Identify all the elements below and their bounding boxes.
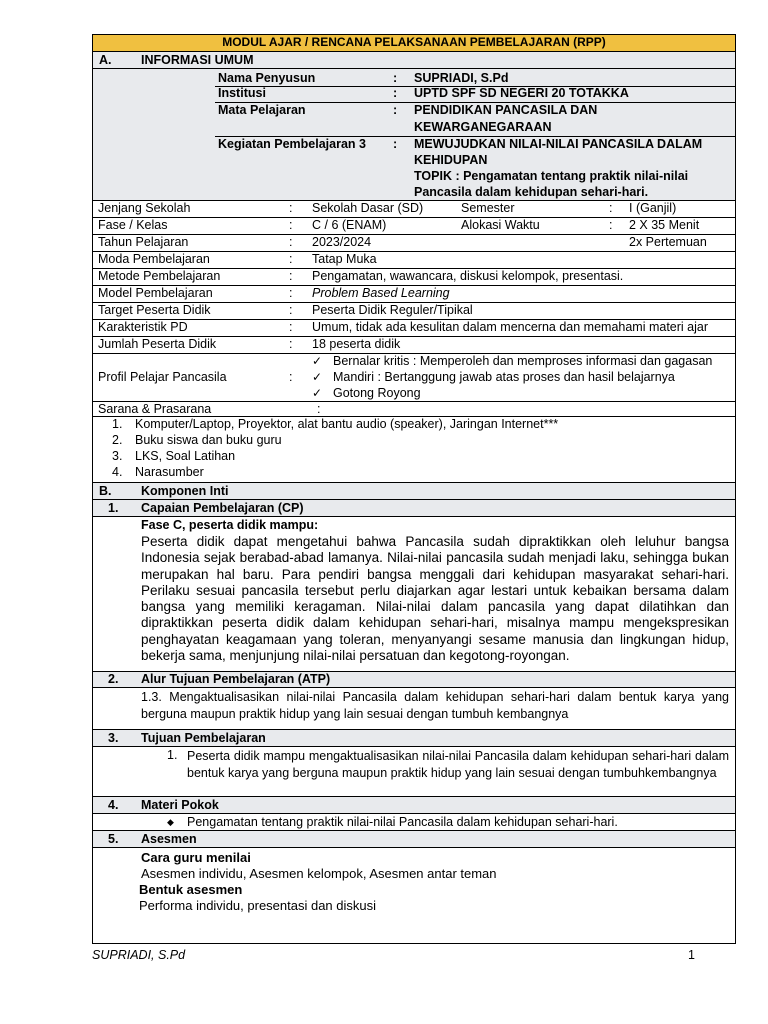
materi-header [93, 796, 735, 813]
topik-line-1: TOPIK : Pengamatan tentang praktik nilai-nilai [414, 169, 689, 183]
colon: : [393, 137, 398, 151]
page-number: 1 [688, 948, 695, 962]
colon: : [393, 71, 398, 85]
metode-value: Pengamatan, wawancara, diskusi kelompok, presentasi. [312, 269, 624, 283]
tujuan-number: 3. [108, 731, 119, 745]
section-a-letter: A. [99, 53, 112, 67]
materi-title: Materi Pokok [141, 798, 219, 812]
topik-line-2: Pancasila dalam kehidupan sehari-hari. [414, 185, 649, 199]
rpp-document [92, 34, 736, 944]
tujuan-title: Tujuan Pembelajaran [141, 731, 266, 745]
tahun-value: 2023/2024 [312, 235, 372, 249]
fase-label: Fase / Kelas [98, 218, 168, 232]
penyusun-value: SUPRIADI, S.Pd [414, 71, 509, 85]
atp-body [93, 687, 735, 729]
fase-value: C / 6 (ENAM) [312, 218, 387, 232]
divider [215, 102, 735, 103]
tujuan-body [93, 746, 735, 796]
metode-label: Metode Pembelajaran [98, 269, 221, 283]
cp-fase: Fase C, peserta didik mampu: [141, 518, 319, 532]
jenjang-label: Jenjang Sekolah [98, 201, 191, 215]
detail-row-metode [93, 268, 735, 285]
pertemuan-value: 2x Pertemuan [629, 235, 707, 249]
detail-row-jumlah [93, 336, 735, 353]
karakteristik-value: Umum, tidak ada kesulitan dalam mencerna dan memahami materi ajar [312, 320, 709, 334]
check-icon: ✓ [312, 386, 323, 400]
colon: : [289, 303, 293, 317]
detail-row-target [93, 302, 735, 319]
detail-row-karakteristik [93, 319, 735, 336]
atp-number: 2. [108, 672, 119, 686]
jenjang-value: Sekolah Dasar (SD) [312, 201, 424, 215]
kegiatan-value-1: MEWUJUDKAN NILAI-NILAI PANCASILA DALAM [414, 137, 703, 151]
semester-value: I (Ganjil) [629, 201, 677, 215]
divider [215, 136, 735, 137]
info-block [93, 68, 735, 200]
detail-row-moda [93, 251, 735, 268]
tujuan-text: Peserta didik mampu mengaktualisasikan nilai-nilai Pancasila dalam kehidupan sehari-hari dalam bentuk karya yang berguna maupun praktik hidup yang lain sesuai dengan tumbuhkembangnya [187, 749, 729, 780]
detail-row-profil [93, 353, 735, 401]
section-a-title: INFORMASI UMUM [141, 53, 254, 67]
cp-number: 1. [108, 501, 119, 515]
target-value: Peserta Didik Reguler/Tipikal [312, 303, 473, 317]
materi-item: Pengamatan tentang praktik nilai-nilai Pancasila dalam kehidupan sehari-hari. [187, 815, 618, 829]
materi-body [93, 813, 735, 830]
section-a-header [93, 51, 735, 68]
model-label: Model Pembelajaran [98, 286, 213, 300]
mapel-value-1: PENDIDIKAN PANCASILA DAN [414, 103, 598, 117]
karakteristik-label: Karakteristik PD [98, 320, 188, 334]
divider [215, 86, 735, 87]
cp-body [93, 516, 735, 671]
alokasi-label: Alokasi Waktu [461, 218, 540, 232]
kegiatan-value-2: KEHIDUPAN [414, 153, 488, 167]
jumlah-value: 18 peserta didik [312, 337, 401, 351]
sarana-label: Sarana & Prasarana [98, 402, 212, 416]
colon: : [609, 218, 613, 232]
document-title-bar [93, 35, 735, 51]
detail-row-tahun [93, 234, 735, 251]
jumlah-label: Jumlah Peserta Didik [98, 337, 217, 351]
atp-title: Alur Tujuan Pembelajaran (ATP) [141, 672, 331, 686]
section-b-letter: B. [99, 484, 112, 498]
colon: : [289, 252, 293, 266]
sarana-item: Buku siswa dan buku guru [135, 433, 282, 447]
kegiatan-label: Kegiatan Pembelajaran 3 [218, 137, 366, 151]
colon: : [393, 86, 398, 100]
cp-header [93, 499, 735, 516]
mapel-value-2: KEWARGANEGARAAN [414, 120, 552, 134]
colon: : [289, 269, 293, 283]
asesmen-header [93, 830, 735, 847]
sarana-list [93, 416, 735, 480]
cp-title: Capaian Pembelajaran (CP) [141, 501, 304, 515]
detail-row-sarana [93, 401, 735, 416]
colon: : [289, 235, 293, 249]
cp-text: Peserta didik dapat mengetahui bahwa Pancasila sudah dipraktikkan oleh leluhur bangsa Indonesia sejak berabad-abad lamanya. Nilai-nilai pancasila sudah menjadi laku, sehingga bukan merupakan hal baru. Para pendiri bangsa menggali dari kehidupan masyarakat sehari-hari. Perilaku sesuai pancasila tersebut perlu diajarkan agar lestari untuk kebaikan bersama dalam bangsa yang memiliki keragaman. Nilai-nilai dalam pancasila yang dapat dilatihkan dan dipraktikkan peserta didik dalam kehidupan sehari-hari, misalnya mampu mengekspresikan penghayatan keagamaan yang toleran, menyanyangi sesame manusia dan lingkungan hidup, bekerja sama, menjunjung nilai-nilai persatuan dan kegotong-royongan. [141, 534, 729, 664]
list-number: 1. [167, 748, 178, 762]
colon: : [289, 337, 293, 351]
colon: : [609, 201, 613, 215]
tahun-label: Tahun Pelajaran [98, 235, 189, 249]
asesmen-title: Asesmen [141, 832, 197, 846]
list-number: 1. [112, 417, 123, 431]
sarana-item: Komputer/Laptop, Proyektor, alat bantu audio (speaker), Jaringan Internet*** [135, 417, 559, 431]
check-icon: ✓ [312, 370, 323, 384]
moda-value: Tatap Muka [312, 252, 377, 266]
cara-value: Asesmen individu, Asesmen kelompok, Asesmen antar teman [141, 866, 497, 881]
alokasi-value: 2 X 35 Menit [629, 218, 700, 232]
tujuan-header [93, 729, 735, 746]
list-number: 4. [112, 465, 123, 479]
profil-item: Mandiri : Bertanggung jawab atas proses dan hasil belajarnya [333, 370, 675, 384]
section-b-header [93, 482, 735, 499]
bentuk-value: Performa individu, presentasi dan diskusi [139, 898, 377, 913]
moda-label: Moda Pembelajaran [98, 252, 210, 266]
colon: : [317, 402, 321, 416]
detail-row-model [93, 285, 735, 302]
model-value: Problem Based Learning [312, 286, 450, 300]
asesmen-body [93, 847, 735, 943]
colon: : [393, 103, 398, 117]
bentuk-label: Bentuk asesmen [139, 882, 243, 897]
colon: : [289, 218, 293, 232]
bullet-diamond-icon: ◆ [167, 817, 174, 827]
sarana-item: LKS, Soal Latihan [135, 449, 236, 463]
mapel-label: Mata Pelajaran [218, 103, 306, 117]
materi-number: 4. [108, 798, 119, 812]
atp-text: 1.3. Mengaktualisasikan nilai-nilai Pancasila dalam kehidupan sehari-hari dalam bentuk karya yang berguna maupun praktik hidup yang lain sesuai dengan tumbuh kembangnya [141, 690, 729, 721]
list-number: 3. [112, 449, 123, 463]
colon: : [289, 320, 293, 334]
asesmen-number: 5. [108, 832, 119, 846]
section-b-title: Komponen Inti [141, 484, 229, 498]
target-label: Target Peserta Didik [98, 303, 211, 317]
list-number: 2. [112, 433, 123, 447]
colon: : [289, 370, 293, 384]
atp-header [93, 671, 735, 687]
profil-item: Gotong Royong [333, 386, 421, 400]
detail-row-fase [93, 217, 735, 234]
institusi-label: Institusi [218, 86, 266, 100]
detail-row-jenjang [93, 200, 735, 217]
colon: : [289, 201, 293, 215]
check-icon: ✓ [312, 354, 323, 368]
institusi-value: UPTD SPF SD NEGERI 20 TOTAKKA [414, 86, 629, 100]
document-title: MODUL AJAR / RENCANA PELAKSANAAN PEMBELAJARAN (RPP) [222, 35, 606, 49]
penyusun-label: Nama Penyusun [218, 71, 316, 85]
sarana-item: Narasumber [135, 465, 204, 479]
cara-label: Cara guru menilai [141, 850, 251, 865]
semester-label: Semester [461, 201, 515, 215]
profil-label: Profil Pelajar Pancasila [98, 370, 227, 384]
colon: : [289, 286, 293, 300]
footer-author: SUPRIADI, S.Pd [92, 948, 186, 962]
profil-item: Bernalar kritis : Memperoleh dan memproses informasi dan gagasan [333, 354, 713, 368]
